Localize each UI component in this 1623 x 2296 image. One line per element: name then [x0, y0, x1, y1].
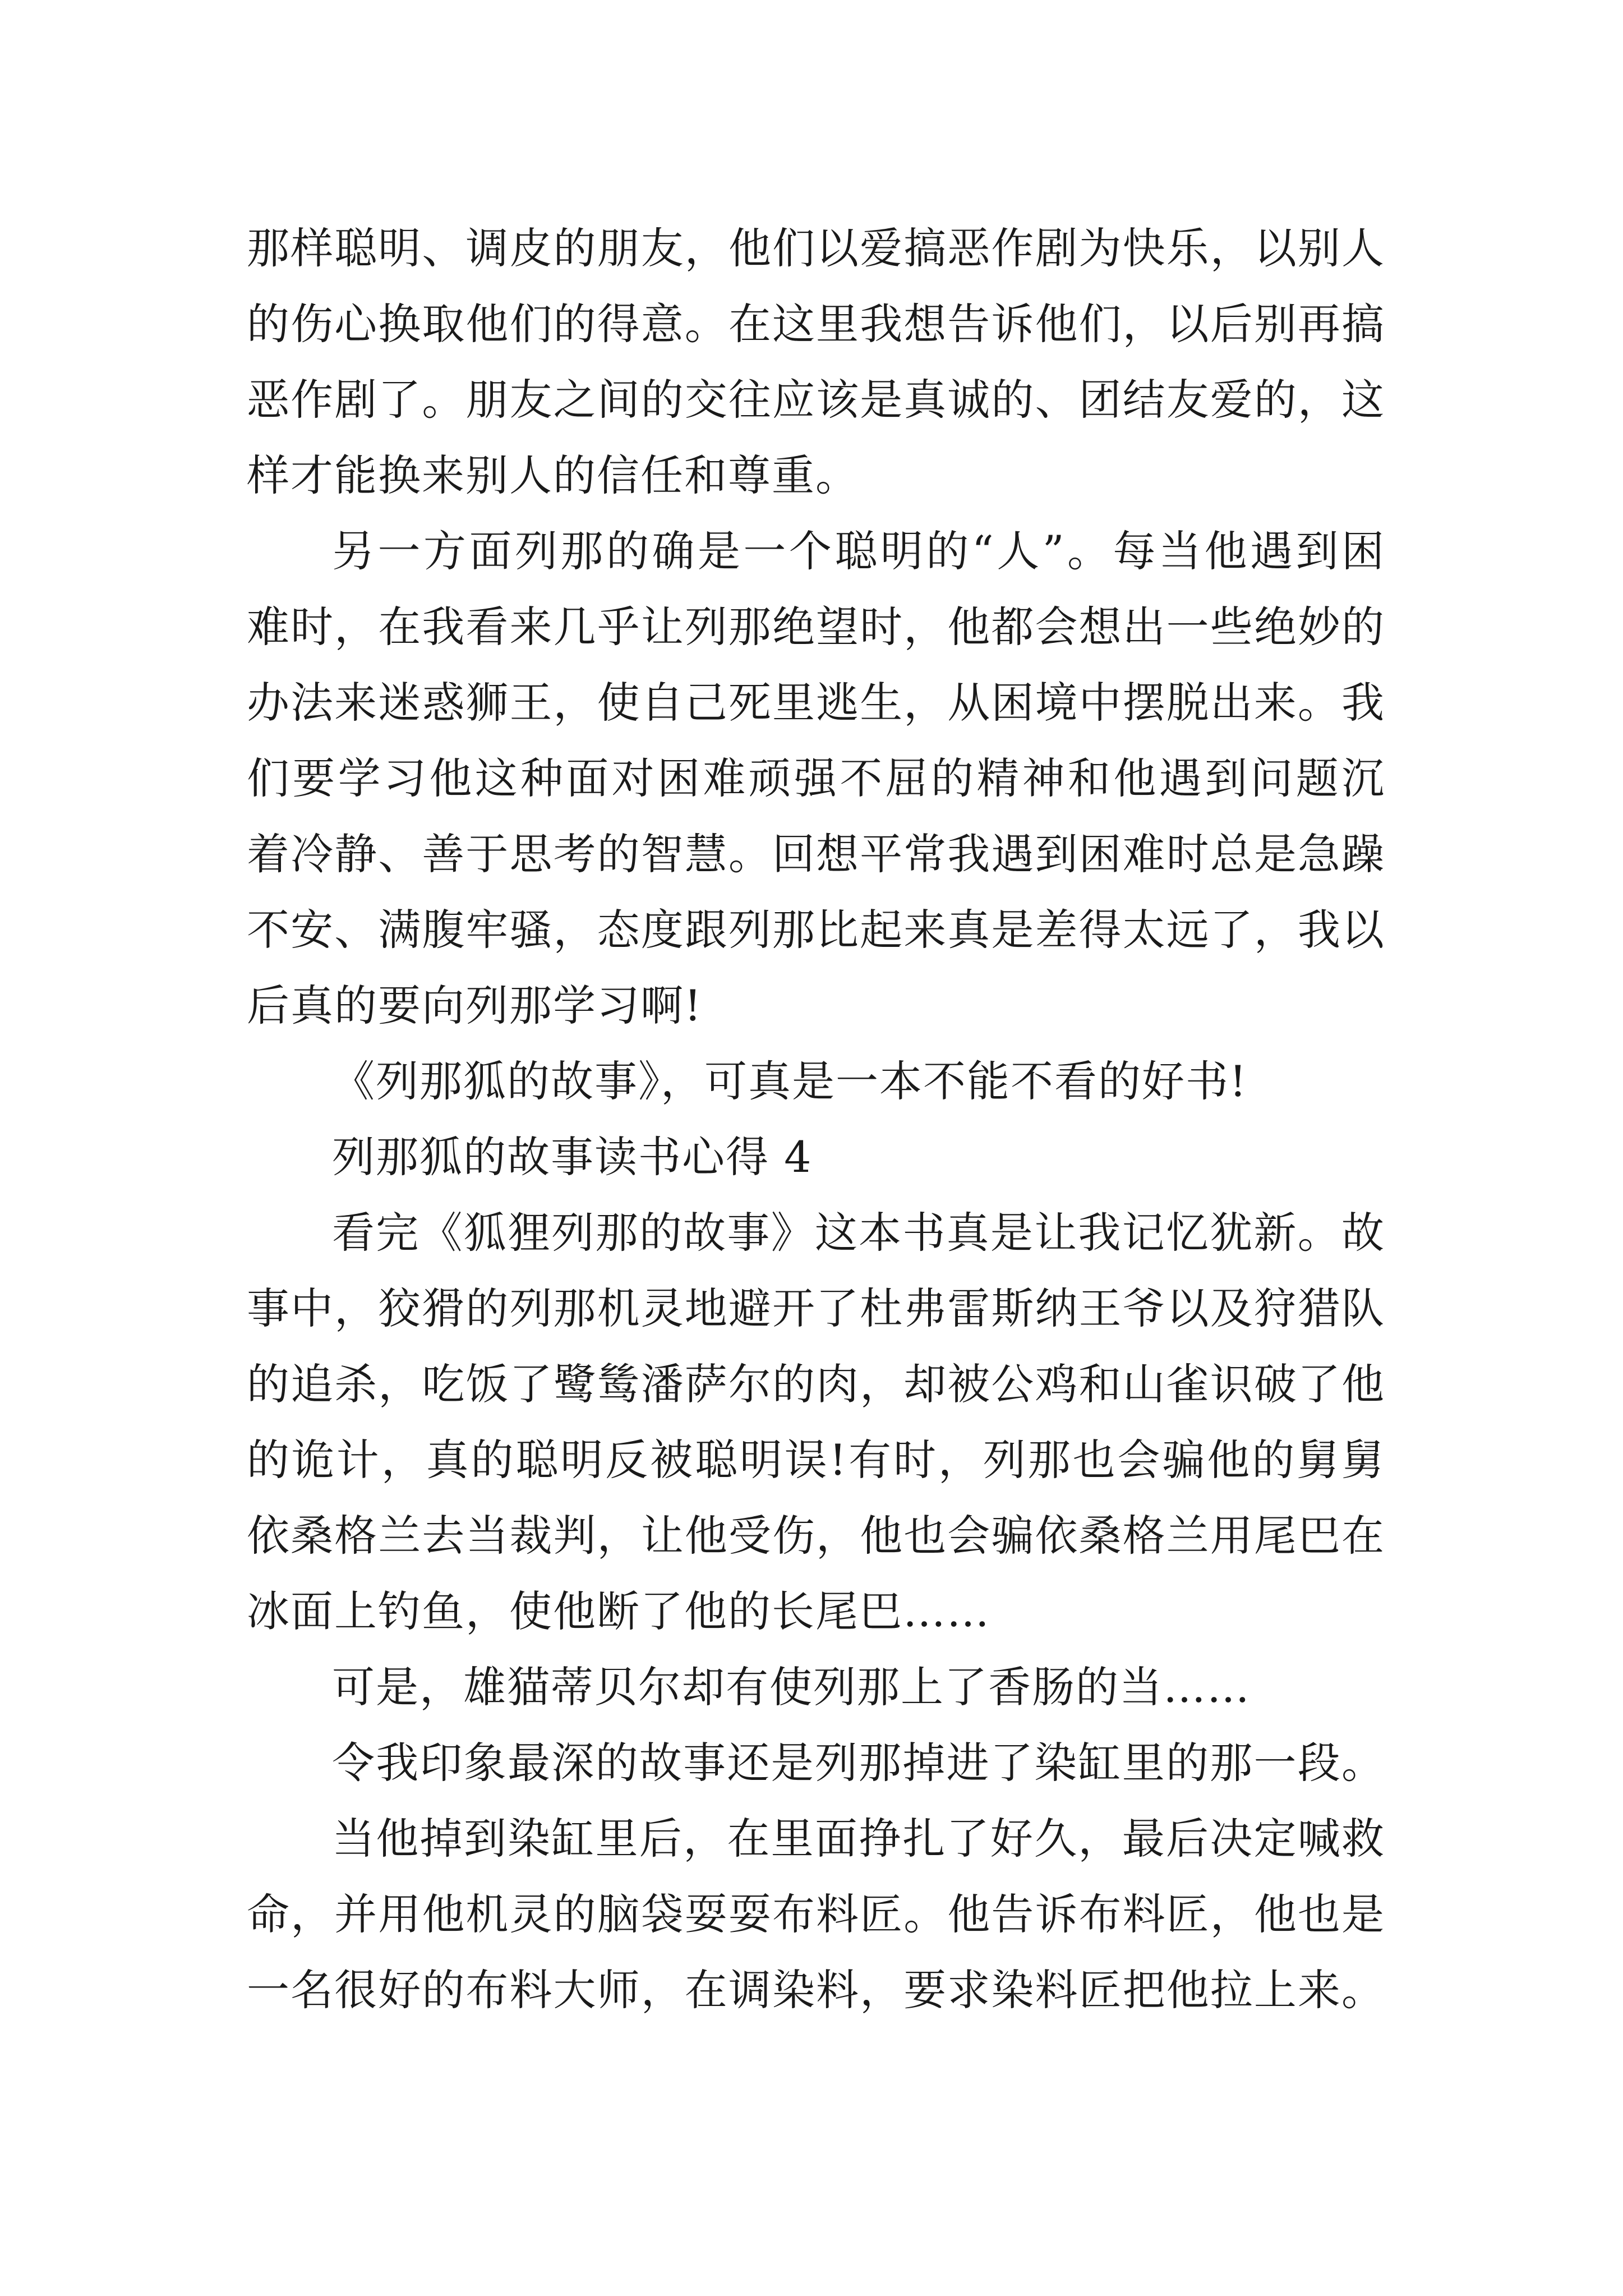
text-line: 们要学习他这种面对困难顽强不屈的精神和他遇到问题沉: [247, 753, 1385, 803]
section-heading: 列那狐的故事读书心得 4: [332, 1132, 813, 1182]
text-line: 另一方面列那的确是一个聪明的“人”。每当他遇到困: [332, 526, 1385, 576]
text-line: 的追杀，吃饭了鹭鸶潘萨尔的肉，却被公鸡和山雀识破了他: [247, 1359, 1385, 1409]
text-line: 《列那狐的故事》，可真是一本不能不看的好书!: [332, 1056, 1248, 1106]
text-line: 样才能换来别人的信任和尊重。: [247, 450, 859, 500]
text-line: 着冷静、善于思考的智慧。回想平常我遇到困难时总是急躁: [247, 829, 1385, 879]
text-line: 看完《狐狸列那的故事》这本书真是让我记忆犹新。故: [332, 1208, 1385, 1258]
text-line: 事中，狡猾的列那机灵地避开了杜弗雷斯纳王爷以及狩猎队: [247, 1283, 1385, 1333]
text-line: 一名很好的布料大师，在调染料，要求染料匠把他拉上来。: [247, 1965, 1385, 2015]
text-line: 命，并用他机灵的脑袋耍耍布料匠。他告诉布料匠，他也是: [247, 1889, 1385, 1939]
text-line: 后真的要向列那学习啊!: [247, 981, 703, 1030]
text-line: 令我印象最深的故事还是列那掉进了染缸里的那一段。: [332, 1738, 1385, 1788]
text-line: 可是，雄猫蒂贝尔却有使列那上了香肠的当……: [332, 1662, 1251, 1712]
text-line: 不安、满腹牢骚，态度跟列那比起来真是差得太远了，我以: [247, 905, 1385, 955]
text-line: 难时，在我看来几乎让列那绝望时，他都会想出一些绝妙的: [247, 602, 1385, 652]
text-line: 当他掉到染缸里后，在里面挣扎了好久，最后决定喊救: [332, 1814, 1385, 1864]
text-line: 的诡计，真的聪明反被聪明误!有时，列那也会骗他的舅舅: [247, 1435, 1385, 1485]
text-line: 的伤心换取他们的得意。在这里我想告诉他们，以后别再搞: [247, 299, 1385, 349]
document-body: [247, 210, 1385, 2028]
text-line: 冰面上钓鱼，使他断了他的长尾巴……: [247, 1586, 990, 1636]
text-line: 恶作剧了。朋友之间的交往应该是真诚的、团结友爱的，这: [247, 375, 1385, 425]
text-line: 那样聪明、调皮的朋友，他们以爱搞恶作剧为快乐，以别人: [247, 223, 1385, 273]
text-line: 依桑格兰去当裁判，让他受伤，他也会骗依桑格兰用尾巴在: [247, 1511, 1385, 1561]
text-line: 办法来迷惑狮王，使自己死里逃生，从困境中摆脱出来。我: [247, 678, 1385, 728]
